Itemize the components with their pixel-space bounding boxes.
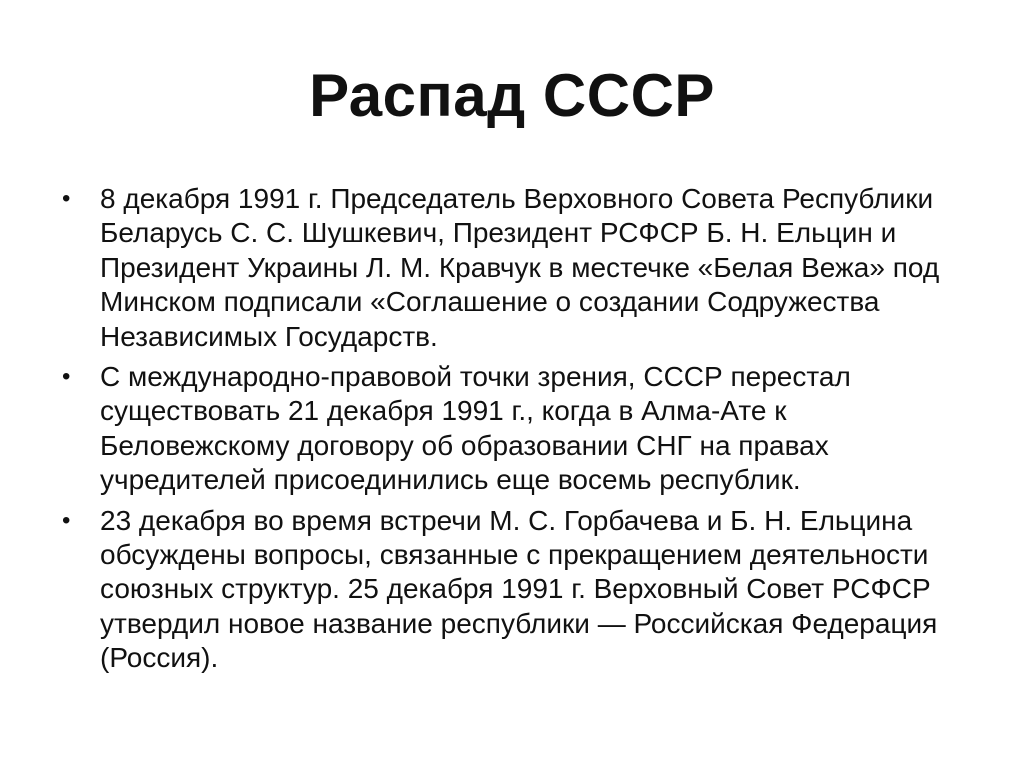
bullet-dot-icon: • [62,363,71,391]
bullet-text: 8 декабря 1991 г. Председатель Верховного Совета Республики Беларусь С. С. Шушкевич, Президент РСФСР Б. Н. Ельцин и Президент Украины Л. М. Кравчук в местечке «Белая Вежа» под Минском подписали «Соглашение о создании Содружества Независимых Государств. [100,183,940,352]
bullet-item [60,360,980,498]
bullet-dot-icon: • [62,185,71,212]
bullet-item [60,182,980,354]
bullet-list [60,182,980,682]
slide-title: Распад СССР [309,62,715,129]
bullet-text: С международно-правовой точки зрения, СССР перестал существовать 21 декабря 1991 г., когда в Алма-Ате к Беловежскому договору об образовании СНГ на правах учредителей присоединились еще восемь республик. [100,361,851,496]
bullet-text: 23 декабря во время встречи М. С. Горбачева и Б. Н. Ельцина обсуждены вопросы, связанные с прекращением деятельности союзных структур. 25 декабря 1991 г. Верховный Совет РСФСР утвердил новое название республики — Российская Федерация (Россия). [100,504,938,674]
bullet-item [60,504,980,676]
bullet-dot-icon: • [62,506,71,534]
